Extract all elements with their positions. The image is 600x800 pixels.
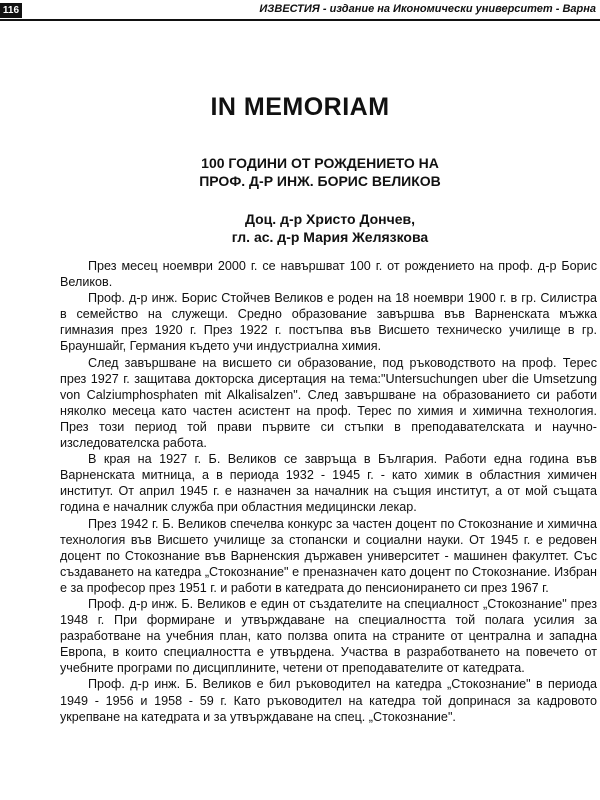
author-line-1: Доц. д-р Христо Дончев,	[244, 211, 416, 227]
paragraph: През 1942 г. Б. Великов спечелва конкурс за частен доцент по Стокознание и химична технология във Висшето училище за стопански и социални науки. От 1945 г. е редовен доцент по Стокознание във Варненския държавен университет - машинен факултет. Със създаването на катедра „Стокознание" е преназначен като доцент по Стокознание. Избран е за професор през 1951 г. и работи в катедрата до пенсионирането си през 1967 г.	[60, 516, 597, 595]
paragraph: В края на 1927 г. Б. Великов се завръща в България. Работи една година във Варненската митница, а в периода 1932 - 1945 г. - като химик в областния химичен институт. От април 1945 г. е назначен за началник на същия институт, а от мой същата година е началник служба при областния медицински лекар.	[60, 452, 597, 515]
paragraph: Проф. д-р инж. Б. Великов е бил ръководител на катедра „Стокознание" в периода 1949 - 1956 и 1958 - 59 г. Като ръководител на катедра той допринася за кадровото укрепване на катедрата и за утвърждаване на спец. „Стокознание".	[60, 677, 597, 724]
paragraph: Проф. д-р инж. Б. Великов е един от създателите на специалност „Стокознание" през 1948 г. При формиране и утвърждаване на специалността той полага усилия за разработване на учебния план, като ползва опита на страните от централна и западна Европа, в които специалността е утвърдена. Участва в разработването на повечето от учебните програми по дисциплините, четени от преподавателите от катедрата.	[60, 596, 597, 676]
authors	[60, 210, 600, 246]
author-line-2: гл. ас. д-р Мария Желязкова	[231, 229, 429, 245]
article-title	[40, 154, 600, 190]
page-number: 116	[0, 3, 22, 18]
article-body	[60, 258, 597, 725]
journal-title: ИЗВЕСТИЯ - издание на Икономически университет - Варна	[259, 3, 596, 15]
paragraph: Проф. д-р инж. Борис Стойчев Великов е роден на 18 ноември 1900 г. в гр. Силистра в семейство на служещи. Средно образование завършва във Варненската мъжка гимназия през 1920 г. През 1922 г. постъпва във Висшето техническо училище в гр. Брауншайг, Германия където учи индустриална химия.	[60, 291, 597, 354]
article-title-line-2: ПРОФ. Д-Р ИНЖ. БОРИС ВЕЛИКОВ	[199, 173, 441, 189]
header-rule	[0, 19, 600, 21]
page-title: IN MEMORIAM	[210, 93, 390, 121]
running-header	[0, 0, 600, 22]
article-title-line-1: 100 ГОДИНИ ОТ РОЖДЕНИЕТО НА	[201, 155, 439, 171]
paragraph: През месец ноември 2000 г. се навършват 100 г. от рождението на проф. д-р Борис Великов.	[60, 259, 597, 290]
paragraph: След завършване на висшето си образование, под ръководството на проф. Терес през 1927 г. защитава докторска дисертация на тема:"Untersuchungen uber die Umsetzung von Calziumphosphaten mit Alkalisalzen". След завършване на образованието си работи няколко месеца като частен асистент на проф. Терес по химия и химична технология. През този период той прави първите си стъпки в преподавателската и научно-изследователска работа.	[60, 355, 597, 451]
